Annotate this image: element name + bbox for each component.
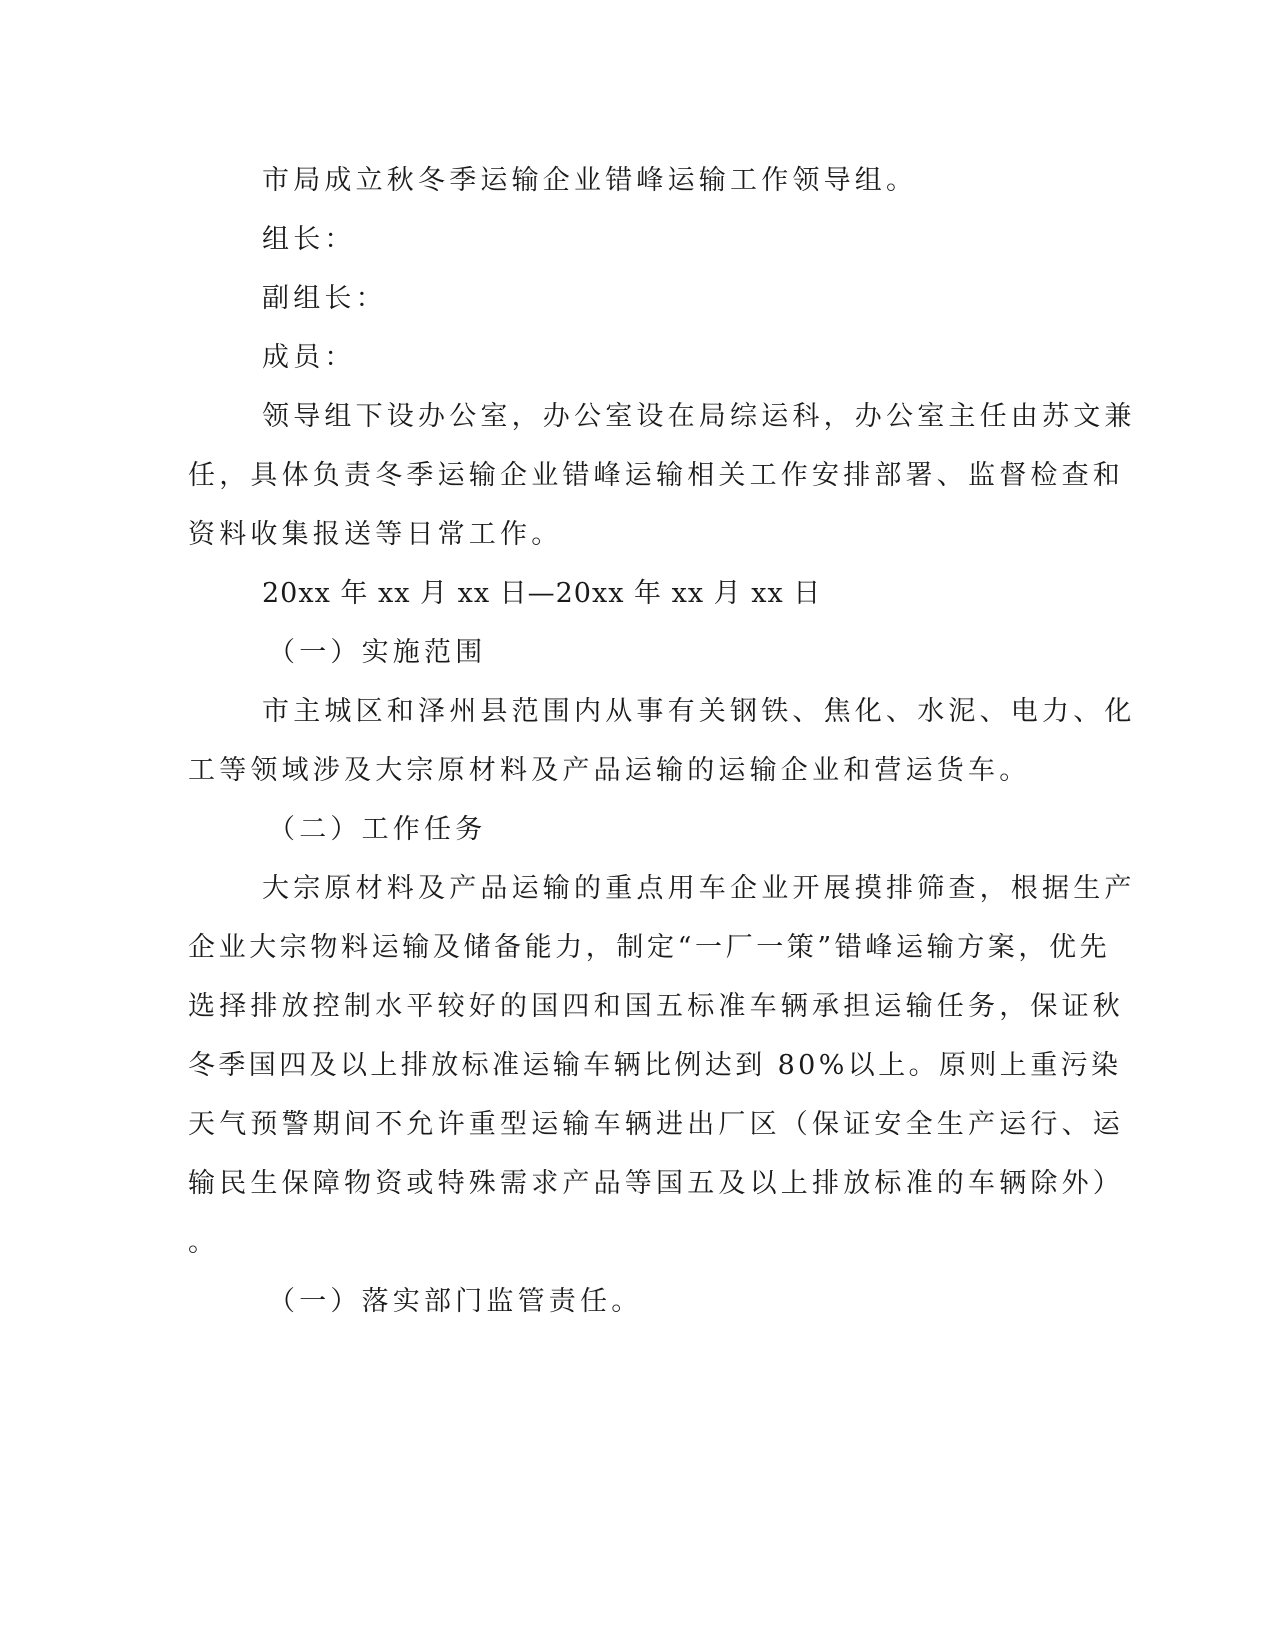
paragraph-tasks-line-5: 天气预警期间不允许重型运输车辆进出厂区（保证安全生产运行、运 bbox=[188, 1109, 1124, 1140]
date-range: 20xx 年 xx 月 xx 日—20xx 年 xx 月 xx 日 bbox=[262, 578, 822, 609]
paragraph-office-line-1: 领导组下设办公室，办公室设在局综运科，办公室主任由苏文兼 bbox=[262, 401, 1136, 432]
paragraph-tasks-line-3: 选择排放控制水平较好的国四和国五标准车辆承担运输任务，保证秋 bbox=[188, 991, 1124, 1022]
paragraph-leadership-group: 市局成立秋冬季运输企业错峰运输工作领导组。 bbox=[262, 165, 918, 196]
label-deputy-leader: 副组长： bbox=[262, 283, 387, 314]
label-group-leader: 组长： bbox=[262, 224, 356, 255]
section-heading-supervision: （一）落实部门监管责任。 bbox=[268, 1286, 643, 1317]
paragraph-office-line-3: 资料收集报送等日常工作。 bbox=[188, 519, 563, 550]
section-heading-tasks: （二）工作任务 bbox=[268, 814, 487, 845]
paragraph-tasks-line-2: 企业大宗物料运输及储备能力，制定“一厂一策”错峰运输方案，优先 bbox=[188, 932, 1111, 963]
section-heading-scope: （一）实施范围 bbox=[268, 637, 487, 668]
paragraph-tasks-line-1: 大宗原材料及产品运输的重点用车企业开展摸排筛查，根据生产 bbox=[262, 873, 1136, 904]
paragraph-tasks-line-4: 冬季国四及以上排放标准运输车辆比例达到 80%以上。原则上重污染 bbox=[188, 1050, 1122, 1081]
paragraph-scope-line-2: 工等领域涉及大宗原材料及产品运输的运输企业和营运货车。 bbox=[188, 755, 1031, 786]
paragraph-office-line-2: 任，具体负责冬季运输企业错峰运输相关工作安排部署、监督检查和 bbox=[188, 460, 1124, 491]
paragraph-tasks-line-7: 。 bbox=[188, 1227, 220, 1258]
paragraph-tasks-line-6: 输民生保障物资或特殊需求产品等国五及以上排放标准的车辆除外） bbox=[188, 1168, 1124, 1199]
paragraph-scope-line-1: 市主城区和泽州县范围内从事有关钢铁、焦化、水泥、电力、化 bbox=[262, 696, 1136, 727]
label-members: 成员： bbox=[262, 342, 356, 373]
